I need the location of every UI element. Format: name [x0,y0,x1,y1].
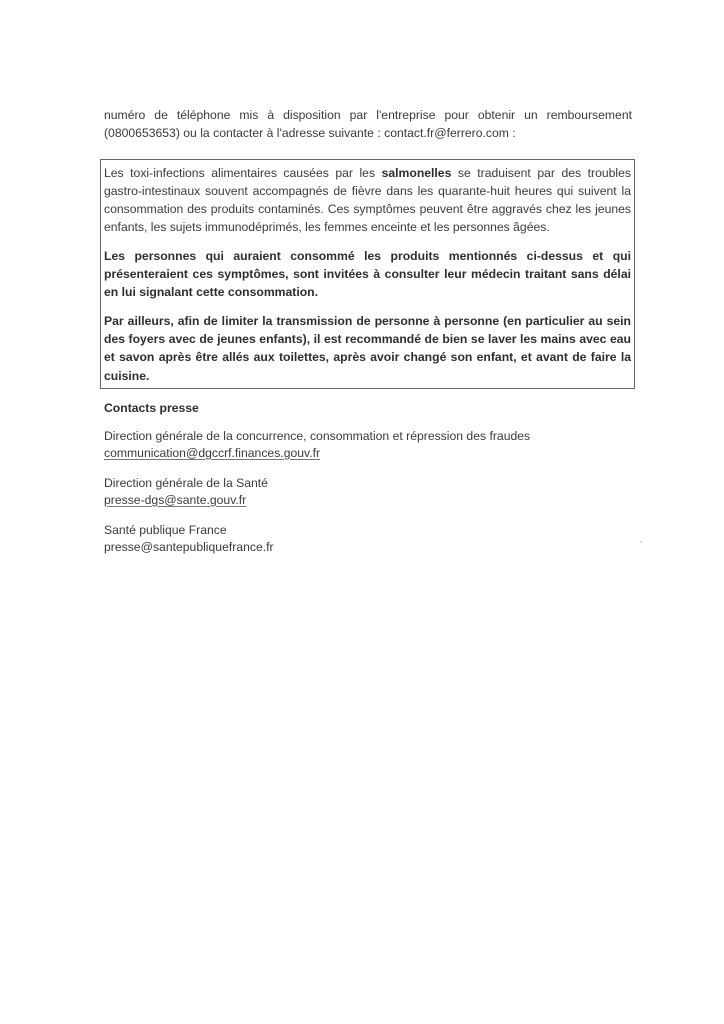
contact-dgccrf [104,428,632,461]
salmonella-paragraph [104,164,631,237]
salmonella-text-before: Les toxi-infections alimentaires causées par les [104,165,382,180]
salmonella-keyword: salmonelles [381,165,452,180]
contact-org: Direction générale de la Santé [104,476,268,491]
document-page [104,106,632,555]
contact-dgs [104,475,632,508]
consult-doctor-paragraph: Les personnes qui auraient consommé les produits mentionnés ci-dessus et qui présenteraient ces symptômes, sont invitées à consulter leur médecin traitant sans délai en lui signalant cette consommation. [104,248,631,300]
health-warning-box [100,159,635,389]
intro-paragraph: numéro de téléphone mis à disposition par l'entreprise pour obtenir un remboursement (0800653653) ou la contacter à l'adresse suivante : contact.fr@ferrero.com : [104,108,632,141]
contact-email-link[interactable]: presse-dgs@sante.gouv.fr [104,492,247,507]
hygiene-paragraph: Par ailleurs, afin de limiter la transmission de personne à personne (en particulier au sein des foyers avec de jeunes enfants), il est recommandé de bien se laver les mains avec eau et savon après être allés aux toilettes, après avoir changé son enfant, et avant de faire la cuisine. [104,313,631,383]
contact-org: Direction générale de la concurrence, consommation et répression des fraudes [104,429,531,444]
scan-speck [640,541,642,543]
contacts-title: Contacts presse [104,400,199,415]
contact-email: presse@santepubliquefrance.fr [104,539,274,554]
contact-email-link[interactable]: communication@dgccrf.finances.gouv.fr [104,445,321,460]
contact-org: Santé publique France [104,523,227,538]
contact-spf [104,522,632,555]
salmonella-text-after: se traduisent par des troubles gastro-intestinaux souvent accompagnés de fièvre dans les quarante-huit heures qui suivent la consommation des produits contaminés. Ces symptômes peuvent être aggravés chez les jeunes enfants, les sujets immunodéprimés, les femmes enceinte et les personnes âgées. [104,165,631,235]
